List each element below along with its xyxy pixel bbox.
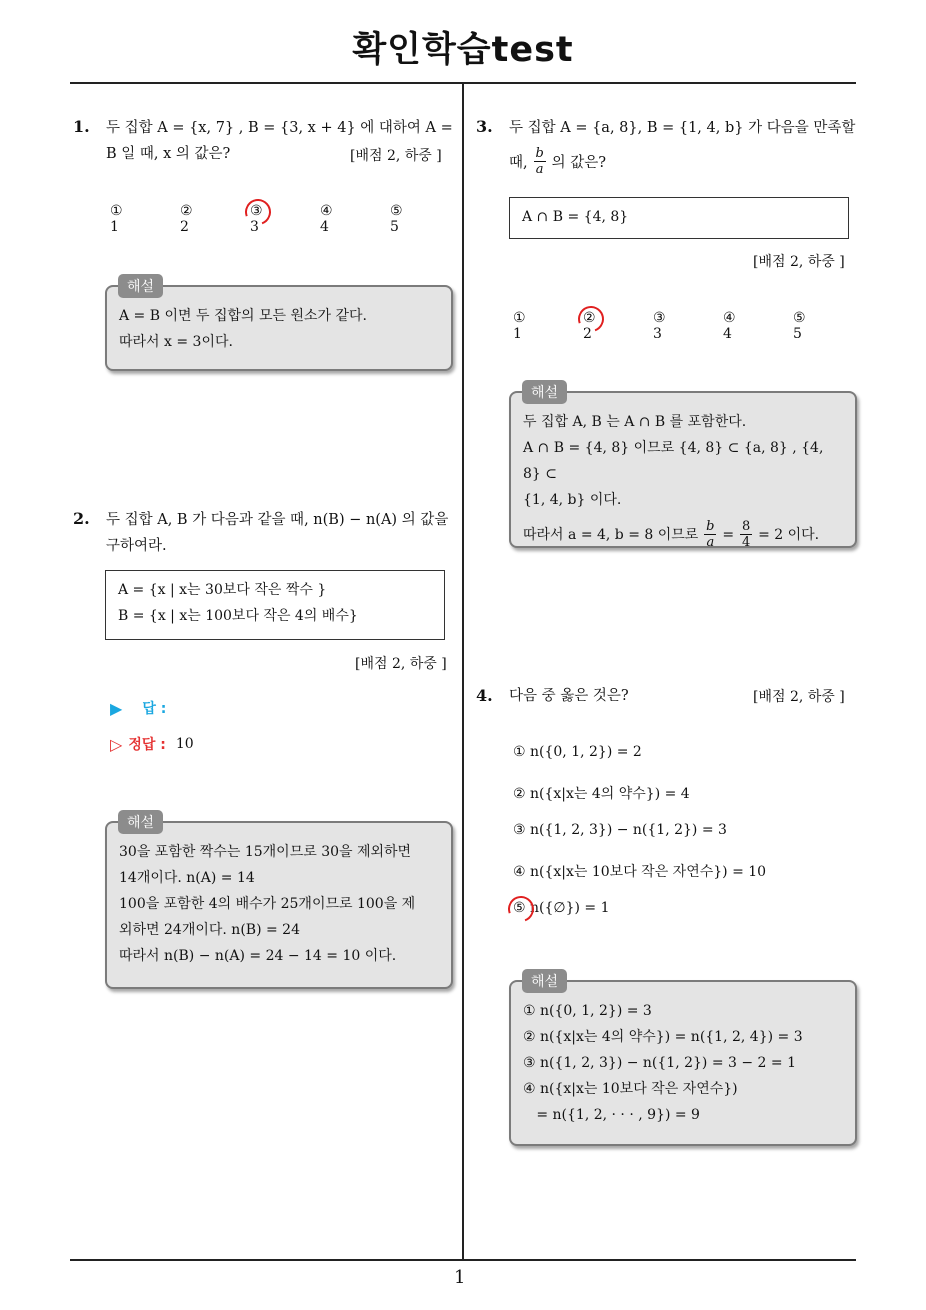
fraction-denominator: a	[535, 162, 544, 177]
page-title: 확인학습test	[352, 30, 574, 70]
question-1-text-line1: 두 집합 A = {x, 7} , B = {3, x + 4} 에 대하여 A =	[106, 120, 453, 136]
question-4-number: 4.	[476, 686, 493, 705]
question-4-text: 다음 중 옳은 것은?	[509, 688, 629, 704]
choice-4[interactable]: ④ 4	[320, 203, 333, 235]
correct-arrow-icon: ▷	[110, 734, 123, 754]
option-3[interactable]: ③ n({1, 2, 3}) − n({1, 2}) = 3	[513, 822, 727, 838]
choice-5[interactable]: ⑤ 5	[793, 310, 806, 342]
fraction-b-over-a	[534, 146, 546, 177]
fraction-denominator: a	[706, 535, 715, 550]
choice-2[interactable]: ② 2	[180, 203, 193, 235]
choice-4[interactable]: ④ 4	[723, 310, 736, 342]
question-1-number: 1.	[73, 117, 90, 136]
choice-1[interactable]: ① 1	[513, 310, 526, 342]
solution-line: 외하면 24개이다. n(B) = 24	[119, 922, 300, 938]
solution-line: 따라서 x = 3이다.	[119, 334, 233, 350]
question-2-number: 2.	[73, 509, 90, 528]
solution-line: ① n({0, 1, 2}) = 3	[523, 1003, 652, 1019]
text-fragment: 때,	[509, 155, 528, 171]
option-4[interactable]: ④ n({x|x는 10보다 작은 자연수}) = 10	[513, 864, 767, 880]
choice-3[interactable]: ③ 3	[653, 310, 666, 342]
choice-5[interactable]: ⑤ 5	[390, 203, 403, 235]
question-2-text-line1: 두 집합 A, B 가 다음과 같을 때, n(B) − n(A) 의 값을	[106, 512, 449, 528]
solution-line: 14개이다. n(A) = 14	[119, 870, 255, 886]
option-2[interactable]: ② n({x|x는 4의 약수}) = 4	[513, 786, 690, 802]
answer-arrow-icon: ▶	[110, 698, 123, 718]
fraction-b-over-a	[704, 519, 716, 550]
fraction-numerator: b	[706, 519, 715, 534]
question-3-condition-box	[509, 197, 849, 239]
question-3-solution-tag: 해설	[522, 380, 567, 404]
question-4-solution-tag: 해설	[522, 969, 567, 993]
solution-line	[523, 519, 843, 550]
question-3-solution-box	[509, 391, 857, 548]
correct-answer-row	[110, 734, 194, 754]
fraction-denominator: 4	[741, 535, 751, 550]
answer-row	[110, 698, 166, 718]
solution-line: ③ n({1, 2, 3}) − n({1, 2}) = 3 − 2 = 1	[523, 1055, 796, 1071]
solution-line: A = B 이면 두 집합의 모든 원소가 같다.	[119, 308, 367, 324]
choice-2[interactable]: ② 2	[583, 310, 596, 342]
text-fragment: 따라서 a = 4, b = 8 이므로	[523, 526, 699, 543]
question-4-score: [배점 2, 하중 ]	[753, 689, 845, 705]
question-2-condition-box	[105, 570, 445, 640]
solution-line: = n({1, 2, · · · , 9}) = 9	[523, 1107, 700, 1123]
question-2-solution-tag: 해설	[118, 810, 163, 834]
solution-line: 따라서 n(B) − n(A) = 24 − 14 = 10 이다.	[119, 948, 397, 964]
question-4-solution-box	[509, 980, 857, 1146]
footer-rule	[70, 1259, 856, 1261]
answer-mark-circle	[504, 892, 539, 927]
text-fragment: = 2 이다.	[758, 526, 820, 543]
choice-1[interactable]: ① 1	[110, 203, 123, 235]
question-2-score: [배점 2, 하중 ]	[355, 656, 447, 672]
answer-mark-circle	[241, 195, 276, 230]
condition-line: A ∩ B = {4, 8}	[522, 209, 629, 225]
answer-mark-circle	[574, 302, 609, 337]
choice-3[interactable]: ③ 3	[250, 203, 263, 235]
condition-line: A = {x | x는 30보다 작은 짝수 }	[118, 582, 327, 598]
solution-line: 100을 포함한 4의 배수가 25개이므로 100을 제	[119, 896, 416, 912]
question-3-score: [배점 2, 하중 ]	[753, 254, 845, 270]
question-1-score: [배점 2, 하중 ]	[350, 148, 442, 164]
question-1-text-line2: B 일 때, x 의 값은?	[106, 146, 231, 162]
question-3-number: 3.	[476, 117, 493, 136]
solution-line: 30을 포함한 짝수는 15개이므로 30을 제외하면	[119, 844, 412, 860]
condition-line: B = {x | x는 100보다 작은 4의 배수}	[118, 608, 358, 624]
correct-answer-label: 정답 :	[128, 737, 166, 753]
solution-line: A ∩ B = {4, 8} 이므로 {4, 8} ⊂ {a, 8} , {4, 8} ⊂	[523, 440, 824, 482]
correct-answer-value: 10	[175, 736, 194, 752]
solution-line: {1, 4, b} 이다.	[523, 492, 622, 508]
solution-line: 두 집합 A, B 는 A ∩ B 를 포함한다.	[523, 414, 747, 430]
answer-label: 답 :	[142, 701, 167, 717]
fraction-numerator: b	[535, 146, 544, 161]
fraction-numerator: 8	[741, 519, 751, 534]
question-3-text-line1: 두 집합 A = {a, 8}, B = {1, 4, b} 가 다음을 만족할	[509, 120, 856, 136]
solution-line: ② n({x|x는 4의 약수}) = n({1, 2, 4}) = 3	[523, 1029, 803, 1045]
page-number: 1	[454, 1267, 466, 1288]
question-3-text-line2	[509, 146, 606, 177]
option-1[interactable]: ① n({0, 1, 2}) = 2	[513, 744, 642, 760]
text-fragment: 의 값은?	[551, 155, 607, 171]
question-1-solution-tag: 해설	[118, 274, 163, 298]
column-divider	[462, 83, 464, 1260]
solution-line: ④ n({x|x는 10보다 작은 자연수})	[523, 1081, 738, 1097]
question-2-text-line2: 구하여라.	[106, 538, 167, 554]
option-5[interactable]: ⑤ n({∅}) = 1	[513, 900, 610, 916]
fraction-8-over-4	[740, 519, 752, 550]
question-2-solution-box	[105, 821, 453, 989]
text-fragment: =	[722, 526, 735, 543]
